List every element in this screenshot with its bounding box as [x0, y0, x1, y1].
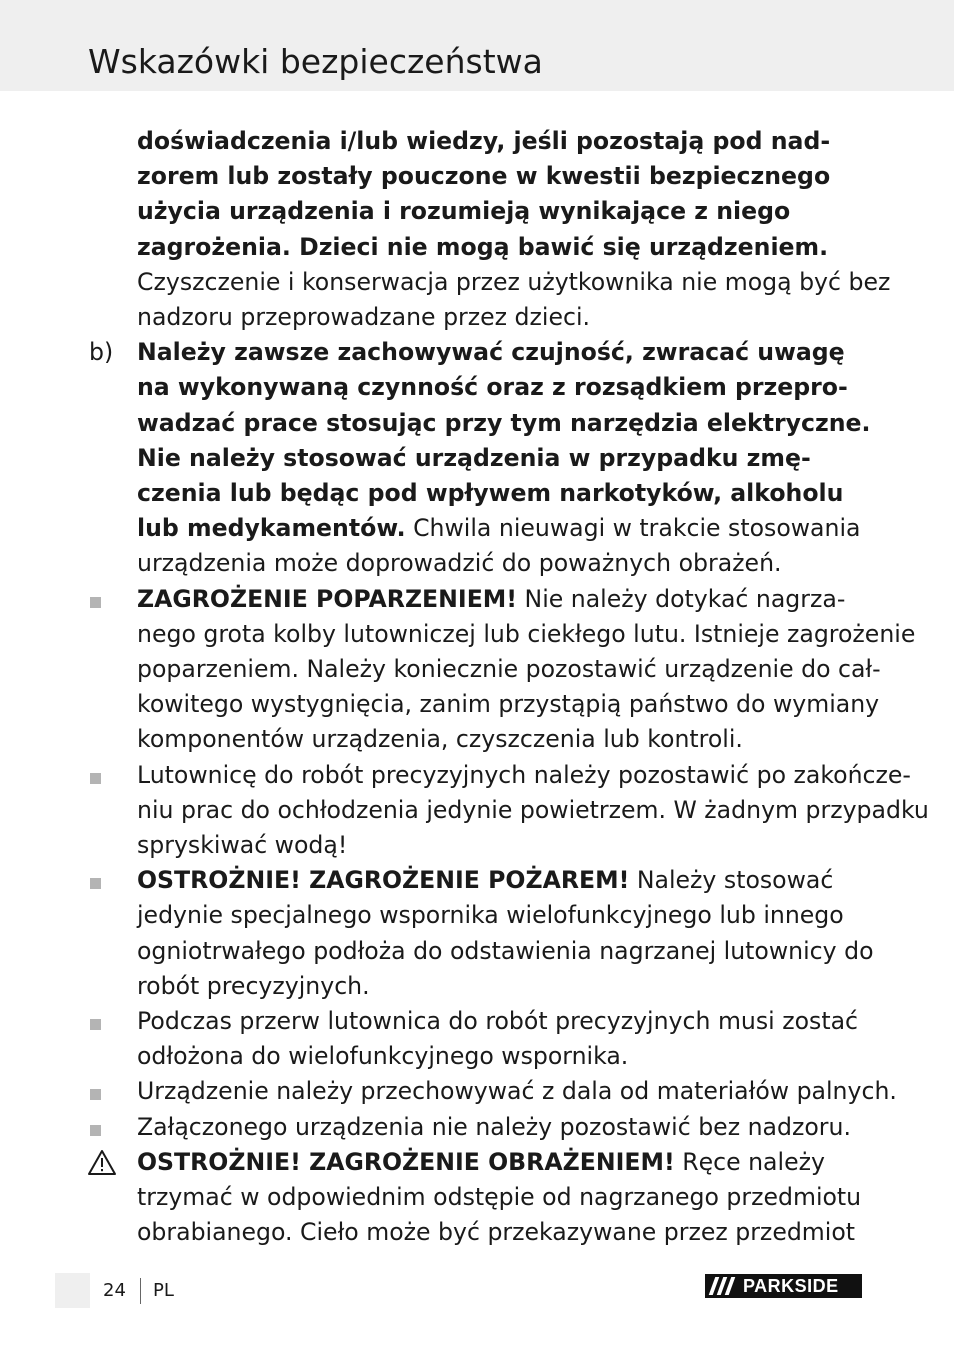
bullet-unattended: Załączonego urządzenia nie należy pozostawić bez nadzoru. [0, 1110, 954, 1145]
page-header [0, 0, 954, 91]
item-b-attention: b) Należy zawsze zachowywać czujność, zwracać uwagę na wykonywaną czynność oraz z rozsądkiem przepro- wadzać prace stosując przy tym narzędzia elektryczne. Nie należy stosować urządzenia w przypadku zmę- czenia lub będąc pod wpływem narkotyków, alkoholu lub medykamentów. Chwila nieuwagi w trakcie stosowania urządzenia może doprowadzić do poważnych obrażeń. [0, 335, 954, 581]
language-code: PL [153, 1280, 174, 1301]
bullet-cooling: Lutownicę do robót precyzyjnych należy pozostawić po zakończe- niu prac do ochłodzenia jedynie powietrzem. W żadnym przypadku spryskiwać wodą! [0, 758, 954, 864]
warning-triangle-icon [87, 1149, 117, 1176]
list-marker: b) [89, 338, 114, 367]
square-bullet-icon [90, 597, 101, 608]
document-body [0, 124, 954, 1251]
page-number: 24 [103, 1280, 126, 1301]
logo-stripes-icon [705, 1274, 739, 1298]
square-bullet-icon [90, 1019, 101, 1030]
bullet-storage: Urządzenie należy przechowywać z dala od materiałów palnych. [0, 1074, 954, 1109]
footer-page-box [55, 1273, 90, 1308]
bullet-fire-hazard: OSTROŻNIE! ZAGROŻENIE POŻAREM! Należy stosować jedynie specjalnego wspornika wielofunkcyjnego lub innego ogniotrwałego podłoża do odstawienia nagrzanej lutownicy do robót precyzyjnych. [0, 863, 954, 1004]
brand-name: PARKSIDE [743, 1275, 839, 1296]
square-bullet-icon [90, 878, 101, 889]
square-bullet-icon [90, 1125, 101, 1136]
warning-injury-hazard: OSTROŻNIE! ZAGROŻENIE OBRAŻENIEM! Ręce należy trzymać w odpowiednim odstępie od nagrzanego przedmiotu obrabianego. Cieło może być przekazywane przez przedmiot [0, 1145, 954, 1251]
parkside-logo [705, 1274, 862, 1298]
square-bullet-icon [90, 773, 101, 784]
square-bullet-icon [90, 1089, 101, 1100]
bullet-breaks: Podczas przerw lutownica do robót precyzyjnych musi zostać odłożona do wielofunkcyjnego wspornika. [0, 1004, 954, 1074]
page-title: Wskazówki bezpieczeństwa [88, 42, 543, 81]
bullet-burn-hazard: ZAGROŻENIE POPARZENIEM! Nie należy dotykać nagrza- nego grota kolby lutowniczej lub ciekłego lutu. Istnieje zagrożenie poparzeniem. Należy koniecznie pozostawić urządzenie do cał- kowitego wystygnięcia, zanim przystąpią państwo do wymiany komponentów urządzenia, czyszczenia lub kontroli. [0, 582, 954, 758]
paragraph-children-supervision: doświadczenia i/lub wiedzy, jeśli pozostają pod nad- zorem lub zostały pouczone w kwestii bezpiecznego użycia urządzenia i rozumieją wynikające z niego zagrożenia. Dzieci nie mogą bawić się urządzeniem. Czyszczenie i konserwacja przez użytkownika nie mogą być bez nadzoru przeprowadzane przez dzieci. [137, 127, 891, 332]
footer-divider [140, 1278, 141, 1304]
